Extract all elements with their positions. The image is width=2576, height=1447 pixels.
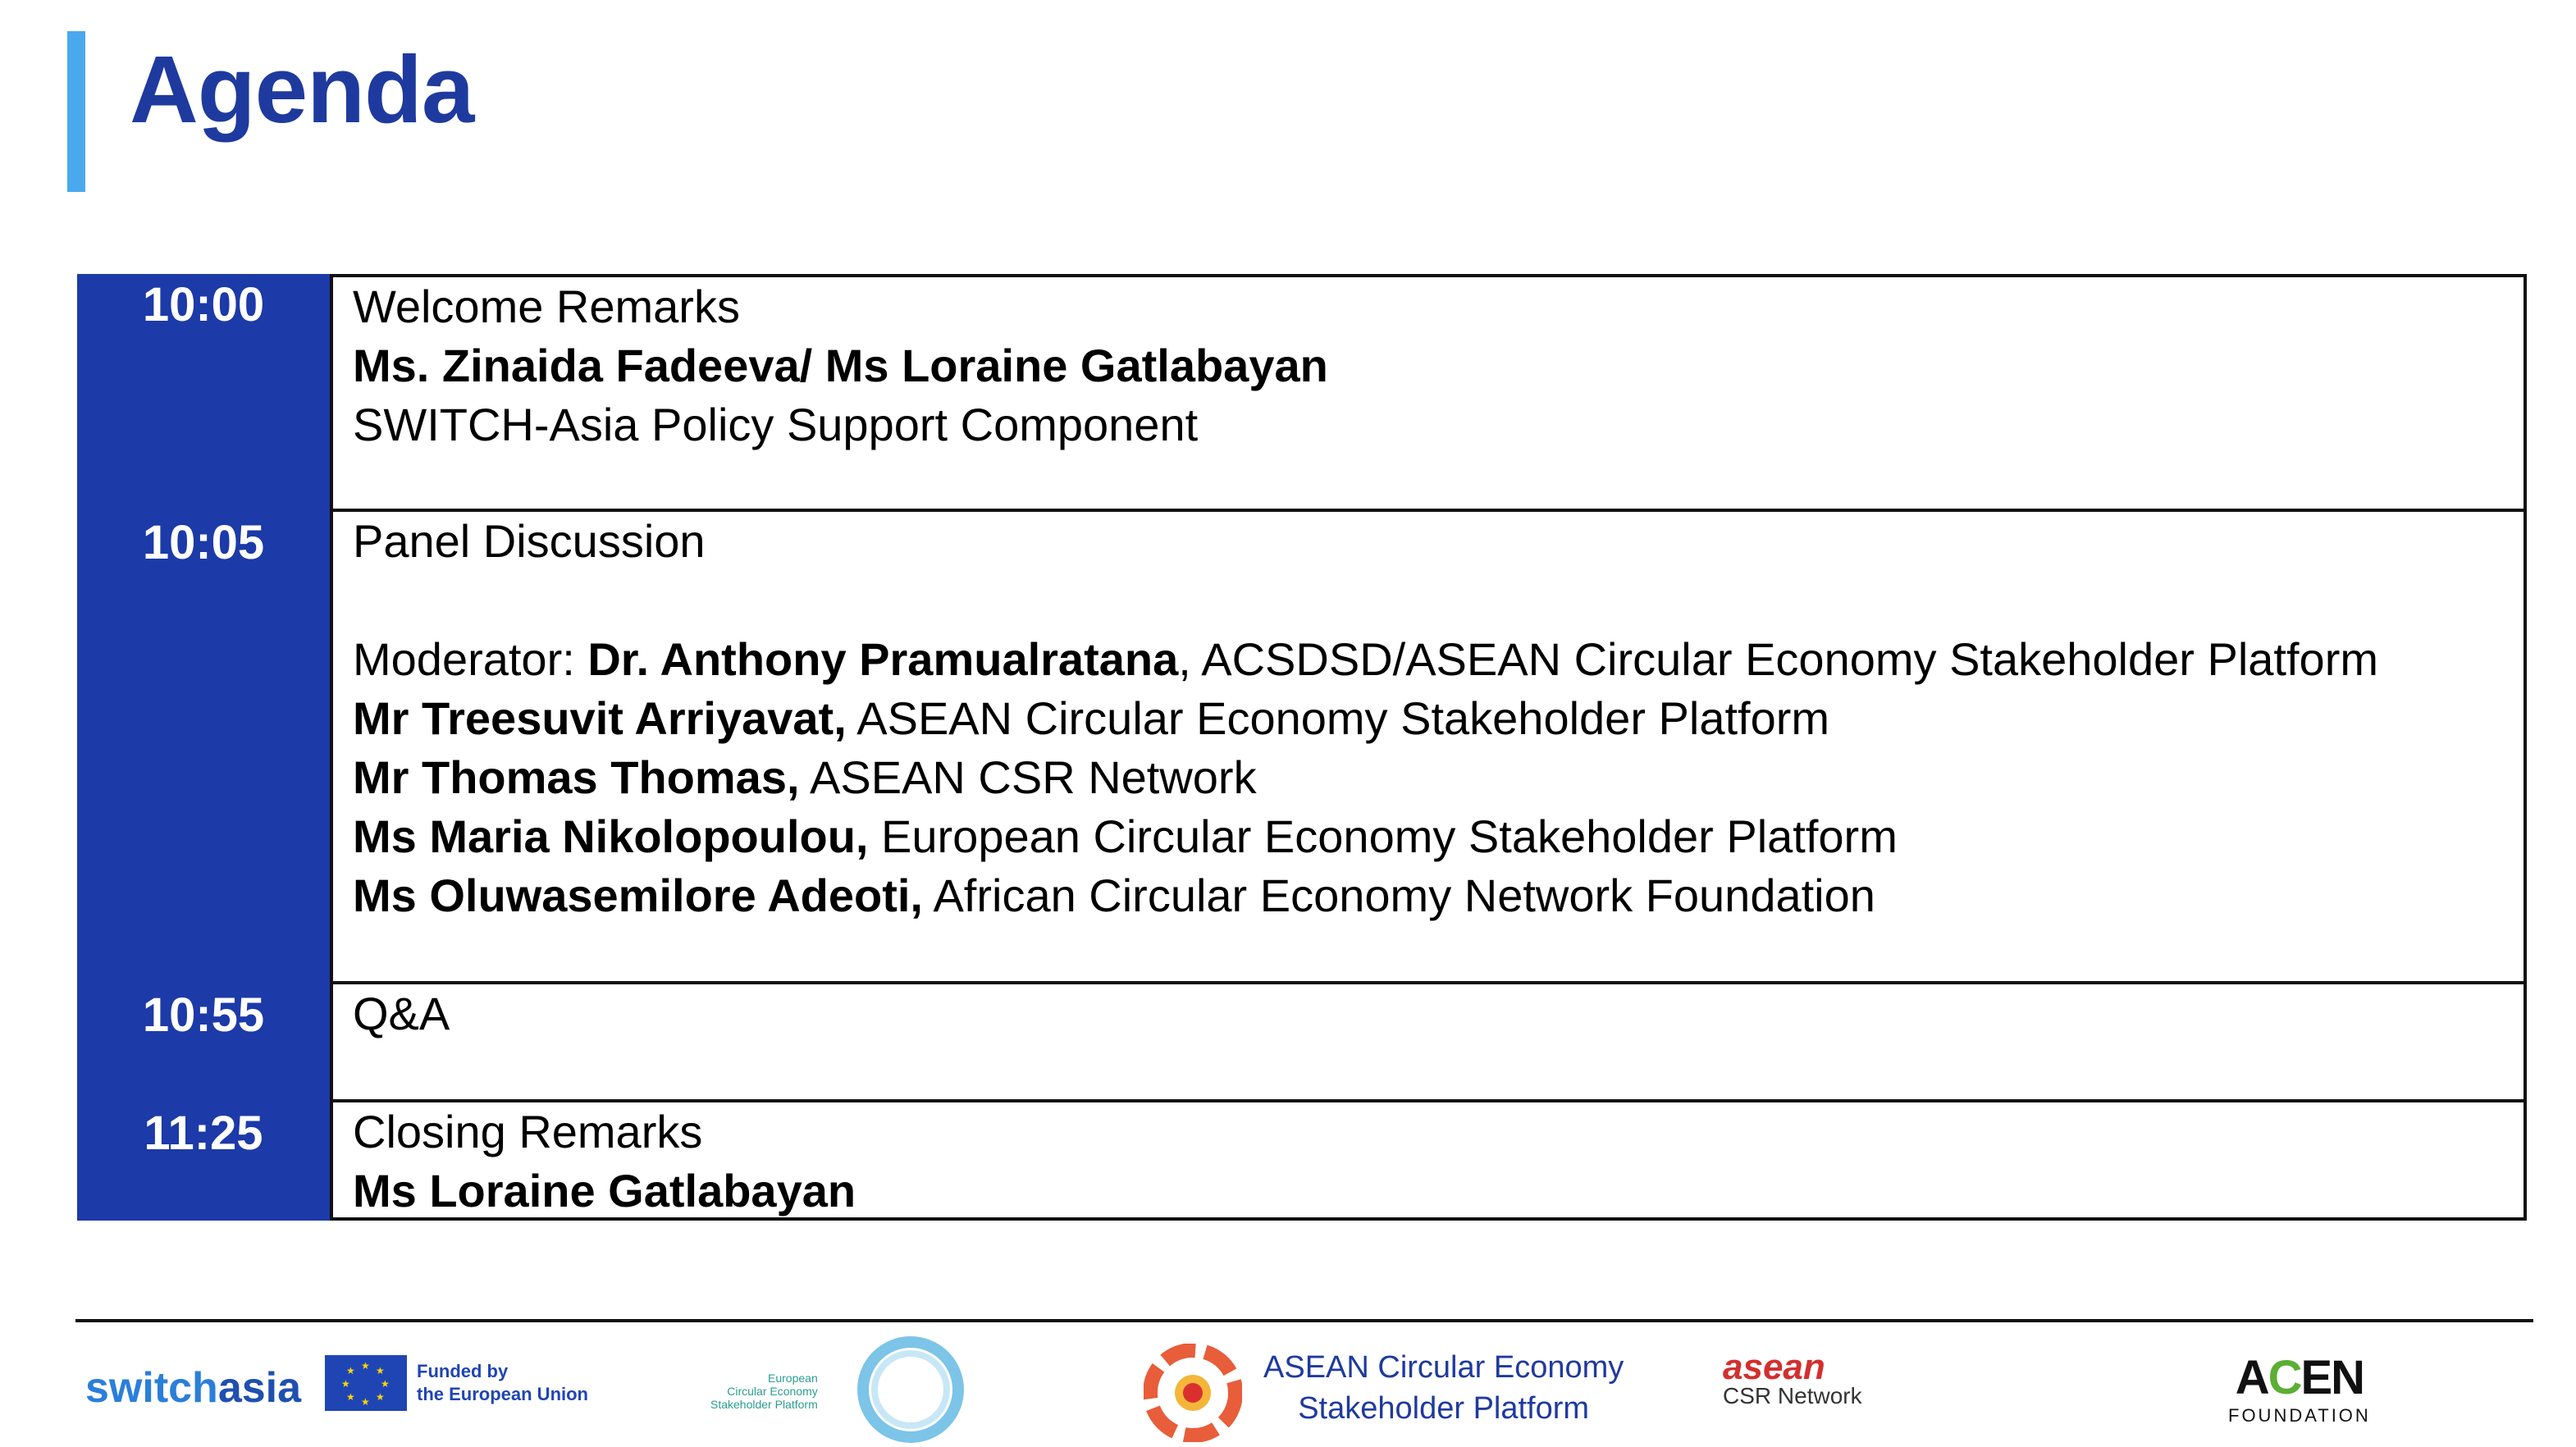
switchasia-logo: switchasia: [85, 1364, 302, 1412]
asean-cesp-wheel-icon: [1144, 1344, 1242, 1442]
agenda-line: SWITCH-Asia Policy Support Component: [353, 399, 1199, 450]
eu-flag-icon: ★ ★ ★ ★ ★ ★ ★ ★: [325, 1355, 407, 1411]
page-title: Agenda: [130, 36, 474, 143]
footer-logos: [0, 1322, 2576, 1447]
agenda-time: 10:00: [77, 274, 330, 512]
agenda-table: [77, 274, 2527, 1221]
agenda-row: [77, 1102, 2527, 1221]
agenda-moderator: Moderator: Dr. Anthony Pramualratana, ACSDSD/ASEAN Circular Economy Stakeholder Platform: [353, 633, 2378, 685]
asean-cesp-logo-text: ASEAN Circular Economy Stakeholder Platform: [1263, 1350, 1624, 1426]
agenda-time: 10:55: [77, 984, 330, 1102]
ecesp-ring-icon: [853, 1332, 968, 1447]
title-accent-bar: [67, 31, 85, 192]
agenda-panelist: Ms Oluwasemilore Adeoti, African Circular Economy Network Foundation: [353, 870, 1875, 921]
agenda-row: [77, 512, 2527, 984]
agenda-row: [77, 274, 2527, 512]
asean-csr-network-logo: asean CSR Network: [1723, 1347, 1862, 1408]
agenda-time: 11:25: [77, 1102, 330, 1221]
agenda-panelist: Mr Treesuvit Arriyavat, ASEAN Circular Economy Stakeholder Platform: [353, 692, 1830, 744]
agenda-content: [330, 512, 2527, 984]
agenda-panelist: Mr Thomas Thomas, ASEAN CSR Network: [353, 751, 1257, 803]
agenda-content: [330, 274, 2527, 512]
agenda-line: Q&A: [353, 988, 450, 1039]
ecesp-logo-text: European Circular Economy Stakeholder Platform: [710, 1372, 818, 1411]
agenda-spacer: [353, 571, 2523, 630]
eu-funding-text: Funded by the European Union: [417, 1361, 588, 1404]
agenda-line: Closing Remarks: [353, 1106, 703, 1157]
agenda-line: Panel Discussion: [353, 515, 706, 567]
acen-foundation-logo: ACEN FOUNDATION: [2228, 1351, 2371, 1426]
agenda-time: 10:05: [77, 512, 330, 984]
agenda-row: [77, 984, 2527, 1102]
agenda-line: Welcome Remarks: [353, 281, 740, 332]
agenda-panelist: Ms Maria Nikolopoulou, European Circular Economy Stakeholder Platform: [353, 810, 1898, 862]
agenda-content: [330, 984, 2527, 1102]
agenda-speaker: Ms Loraine Gatlabayan: [353, 1165, 856, 1216]
agenda-speaker: Ms. Zinaida Fadeeva/ Ms Loraine Gatlabayan: [353, 340, 1328, 391]
agenda-content: [330, 1102, 2527, 1221]
